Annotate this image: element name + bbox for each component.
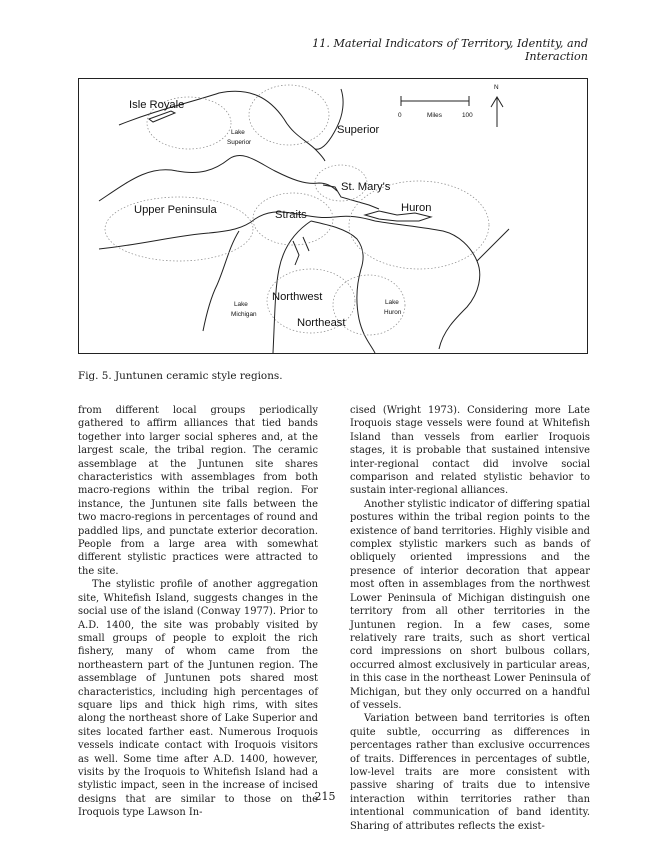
label-lake-huron-2: Huron — [384, 309, 402, 316]
label-isle-royale: Isle Royale — [129, 99, 185, 111]
north-label: N — [494, 84, 499, 91]
region-huron — [349, 181, 489, 269]
label-upper-peninsula: Upper Peninsula — [134, 204, 217, 216]
label-lake-huron-1: Lake — [385, 299, 399, 306]
figure-map — [78, 78, 588, 354]
up-south-shore — [99, 212, 375, 249]
label-lake-superior-2: Superior — [227, 139, 252, 146]
paragraph: from different local groups periodically gathered to affirm alliances that tied bands together into larger social spheres and, at the largest scale, the tribal region. The ceramic assemblage at the Juntunen site shares characteristics with assemblages from both macro-regions within the tribal region. For instance, the Juntunen site falls between the two macro-regions in percentages of round and paddled lips, and punctate exterior decoration. People from a large area with somewhat different stylistic practices were attracted to the site. — [78, 405, 318, 577]
label-northwest: Northwest — [272, 291, 323, 303]
paragraph: Another stylistic indicator of differing spatial postures within the tribal region points to the existence of band territories. Highly visible and complex stylistic markers such as bands of obliquely oriented impressions and the presence of interior decoration that appear most often in assemblages from the northwest Lower Peninsula of Michigan distinguish one territory from all other territories in the Juntunen region. In a few cases, some relatively rare traits, such as short vertical cord impressions on short bulbous collars, occurred almost exclusively in particular areas, in this case in the northeast Lower Peninsula of Michigan, but they only occurred on a handful of vessels. — [350, 498, 590, 711]
paragraph: The stylistic profile of another aggregation site, Whitefish Island, suggests changes in the social use of the island (Conway 1977). Prior to A.D. 1400, the site was probably visited by small groups of people to exploit the rich fishery, many of whom came from the northeastern part of the Juntunen region. The assemblage of Juntunen pots shared most characteristics, including high percentages of square lips and thick high rims, with sites along the northeast shore of Lake Superior and sites located farther east. Numerous Iroquois vessels indicate contact with Iroquois visitors as well. Some time after A.D. 1400, however, visits by the Iroquois to Whitefish Island had a stylistic impact, seen in the increase of incised designs that are similar to those on the Iroquois type Lawson In- — [78, 579, 318, 819]
label-st-marys: St. Mary's — [341, 181, 391, 193]
scale-zero: 0 — [398, 112, 402, 119]
paragraph: cised (Wright 1973). Considering more Late Iroquois stage vessels were found at Whitefish Island than vessels from earlier Iroquois stages, it is probable that sustained intensive inter-regional contact did involve social comparison and related stylistic behavior to sustain inter-regional alliances. — [350, 405, 590, 497]
text-column-right — [350, 404, 590, 833]
label-straits: Straits — [275, 209, 307, 221]
label-northeast: Northeast — [297, 317, 346, 329]
label-lake-michigan-2: Michigan — [231, 311, 257, 318]
label-superior-region: Superior — [337, 124, 380, 136]
paragraph: Variation between band territories is often quite subtle, occurring as differences in percentages rather than exclusive occurrences of traits. Differences in percentages of subtle, low-level traits are more consistent with passive sharing of traits due to intensive interaction within territories rather than intentional communication of band identity. Sharing of attributes reflects the exist- — [350, 713, 590, 832]
label-huron-region: Huron — [401, 202, 432, 214]
page-number: 215 — [314, 790, 336, 803]
scale-unit: Miles — [427, 112, 442, 119]
map-drawing — [79, 79, 587, 353]
region-superior — [249, 85, 329, 145]
superior-south-shore — [99, 156, 337, 201]
text-column-left — [78, 404, 318, 820]
label-lake-michigan-1: Lake — [234, 301, 248, 308]
figure-caption: Fig. 5. Juntunen ceramic style regions. — [78, 370, 283, 382]
lower-peninsula-east — [311, 221, 375, 353]
lower-peninsula-west — [273, 221, 311, 353]
scale-max: 100 — [462, 112, 473, 119]
label-lake-superior-1: Lake — [231, 129, 245, 136]
huron-east-shore — [375, 221, 480, 349]
traverse-bay — [293, 237, 309, 265]
superior-east-shore — [315, 89, 343, 149]
running-header: 11. Material Indicators of Territory, Identity, and Interaction — [312, 37, 588, 63]
